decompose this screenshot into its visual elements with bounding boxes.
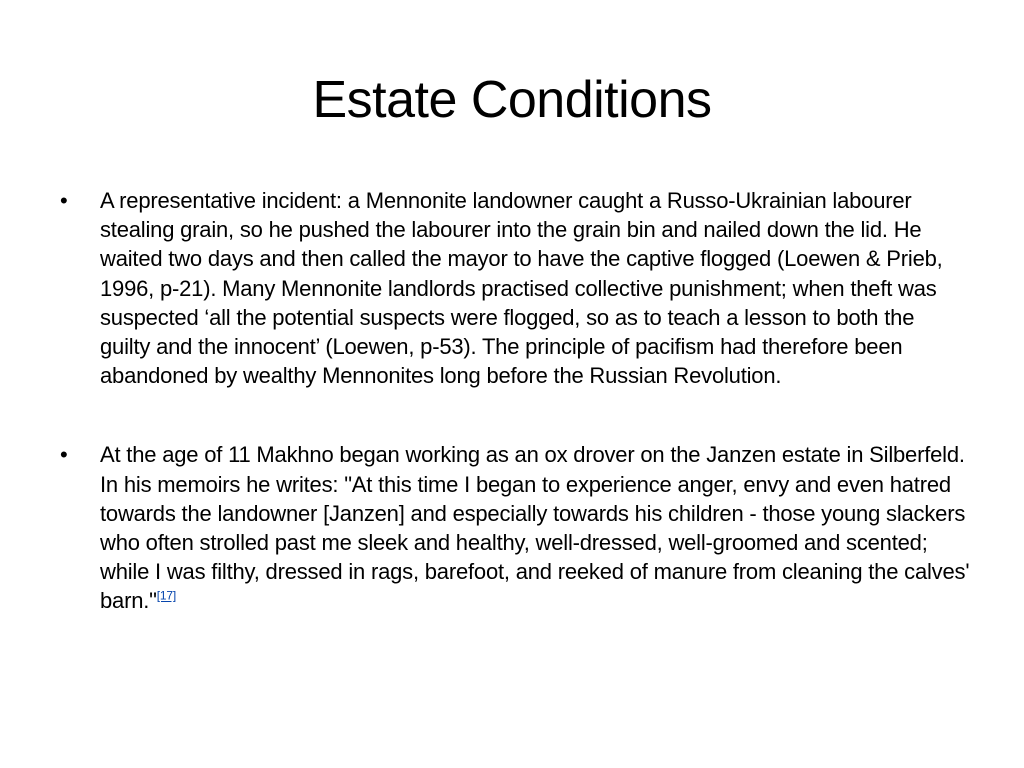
bullet-item [60, 186, 970, 390]
bullet-icon: • [60, 188, 68, 213]
slide-title: Estate Conditions [312, 71, 712, 129]
bullet-icon: • [60, 442, 68, 468]
reference-link[interactable]: [17] [156, 589, 176, 604]
bullet-list [60, 186, 970, 616]
bullet-text: A representative incident: a Mennonite landowner caught a Russo-Ukrainian labourer stealing grain, so he pushed the labourer into the grain bin and nailed down the lid. He waited two days and then called the mayor to have the captive flogged (Loewen & Prieb, 1996, p-21). Many Mennonite landlords practised collective punishment; when theft was suspected ‘all the potential suspects were flogged, so as to teach a lesson to both the guilty and the innocent’ (Loewen, p-53). The principle of pacifism had therefore been abandoned by wealthy Mennonites long before the Russian Revolution. [100, 188, 943, 389]
bullet-item [60, 440, 970, 615]
bullet-text: At the age of 11 Makhno began working as an ox drover on the Janzen estate in Silberfeld. In his memoirs he writes: "At this time I began to experience anger, envy and even hatred towards the landowner [Janzen] and especially towards his children - those young slackers who often strolled past me sleek and healthy, well-dressed, well-groomed and scented; while I was filthy, dressed in rags, barefoot, and reeked of manure from cleaning the calves' barn." [100, 442, 970, 614]
